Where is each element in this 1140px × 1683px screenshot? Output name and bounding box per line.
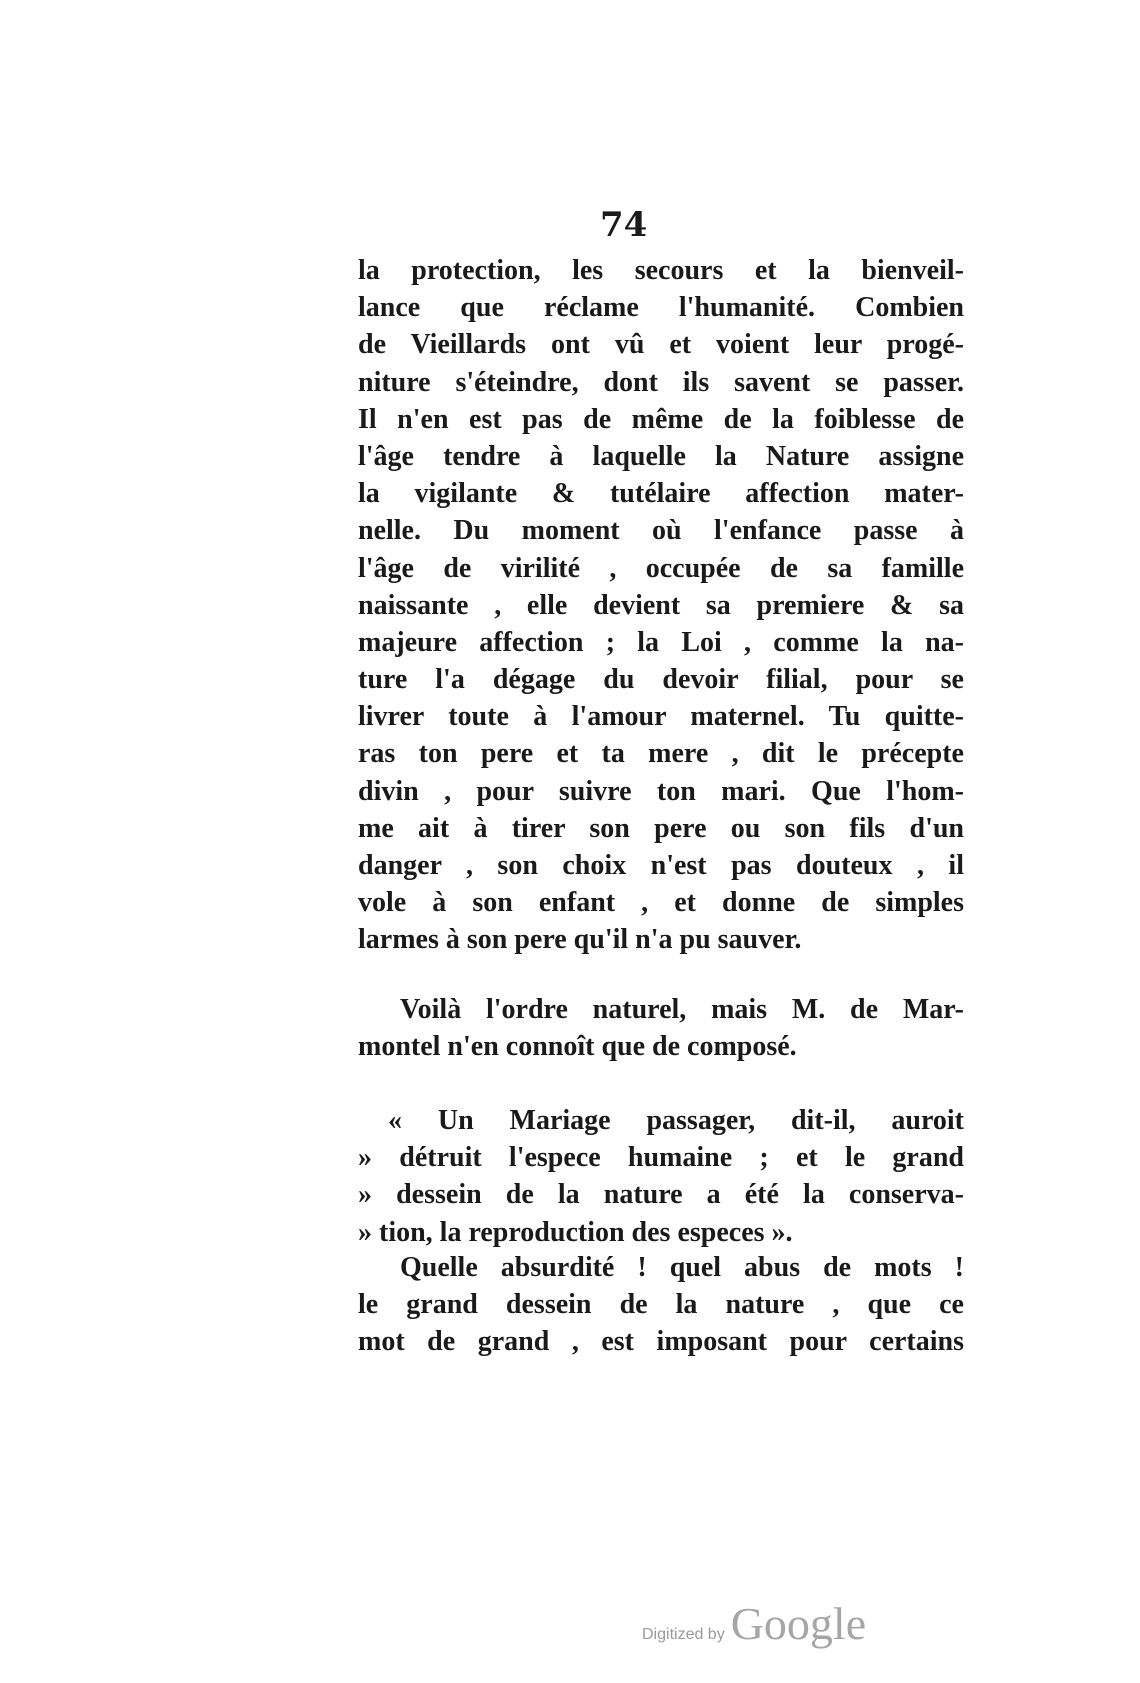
text-line: ras ton pere et ta mere , dit le précepte (358, 738, 964, 770)
text-line: montel n'en connoît que de composé. (358, 1031, 797, 1063)
quotation-paragraph (358, 1102, 964, 1251)
text-line: divin , pour suivre ton mari. Que l'hom- (358, 775, 964, 807)
text-line: lance que réclame l'humanité. Combien (358, 292, 964, 324)
digitized-by-google-watermark (642, 1597, 866, 1650)
google-logo: Google (730, 1598, 867, 1649)
text-line: naissante , elle devient sa premiere & sa (358, 589, 964, 621)
text-line: Voilà l'ordre naturel, mais M. de Mar- (400, 994, 964, 1025)
paragraph-2 (358, 991, 964, 1065)
quote-line: » dessein de la nature a été la conserva- (358, 1179, 964, 1211)
text-line: vole à son enfant , et donne de simples (358, 887, 964, 919)
quote-line: « Un Mariage passager, dit-il, auroit (388, 1105, 964, 1136)
quote-line: » tion, la reproduction des especes ». (358, 1216, 793, 1248)
text-line: la protection, les secours et la bienveil- (358, 255, 964, 286)
text-line: de Vieillards ont vû et voient leur progé- (358, 329, 964, 361)
text-line: niture s'éteindre, dont ils savent se passer. (358, 366, 964, 398)
text-line: larmes à son pere qu'il n'a pu sauver. (358, 924, 802, 956)
text-line: l'âge de virilité , occupée de sa famille (358, 552, 964, 584)
text-line: l'âge tendre à laquelle la Nature assigne (358, 440, 964, 472)
text-line: ture l'a dégage du devoir filial, pour se (358, 664, 964, 696)
paragraph-1 (358, 252, 964, 959)
text-line: mot de grand , est imposant pour certains (358, 1326, 964, 1358)
text-line: nelle. Du moment où l'enfance passe à (358, 515, 964, 547)
text-line: Quelle absurdité ! quel abus de mots ! (400, 1252, 964, 1283)
text-line: livrer toute à l'amour maternel. Tu quitte- (358, 701, 964, 733)
page-number: 74 (600, 205, 648, 245)
text-line: majeure affection ; la Loi , comme la na- (358, 626, 964, 658)
paragraph-4 (358, 1249, 964, 1361)
text-line: me ait à tirer son pere ou son fils d'un (358, 812, 964, 844)
quote-line: » détruit l'espece humaine ; et le grand (358, 1142, 964, 1174)
text-line: la vigilante & tutélaire affection mater- (358, 478, 964, 510)
text-line: Il n'en est pas de même de la foiblesse de (358, 403, 964, 435)
watermark-prefix: Digitized by (642, 1626, 725, 1643)
text-line: danger , son choix n'est pas douteux , il (358, 850, 964, 881)
text-line: le grand dessein de la nature , que ce (358, 1289, 964, 1321)
